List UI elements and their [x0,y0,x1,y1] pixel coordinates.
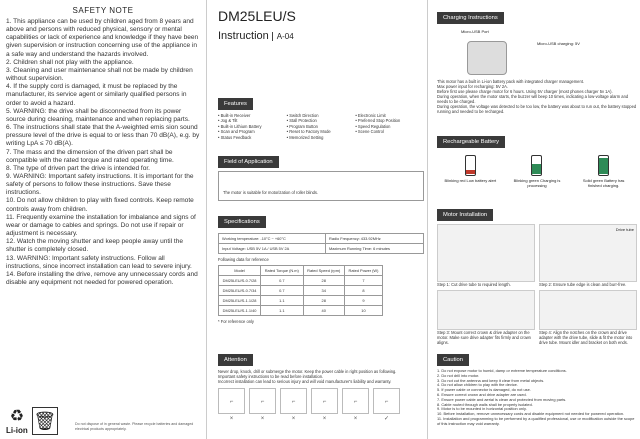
spec-cell: Radio Frequency: 433.92MHz [326,234,424,244]
spec-note: * For reference only [218,319,254,324]
battery-states [437,151,637,188]
motor-end-icon [467,41,507,75]
rule-3: 3. Cleaning and user maintenance shall not be made by children without supervision. [6,66,193,83]
instruction-code: A-04 [272,32,294,41]
feature-item: • Stall Protection [286,118,317,124]
specifications-section [218,210,424,324]
caution-item: 10. Before installation, remove unnecessary cords and disable equipment not needed for powered operation. [437,411,625,417]
application-text: The motor is suitable for motorization of roller blinds. [218,171,424,201]
charging-text-1: This motor has a built in Li-ion battery pack with integrated charger management. [437,79,584,84]
attention-line: Never drop, knock, drill or submerge the motor. Keep the power cable in right position as following. [218,369,397,374]
attention-header: Attention [218,354,253,366]
safety-rules [6,18,200,287]
battery-full-icon [598,155,609,176]
motor-illustration: ⌐ [280,388,307,414]
mark-icon: ✓ [383,416,390,422]
table-row: DM25LEU/S-1.1/28 1.1 28 9 [219,296,383,306]
rule-2: 2. Children shall not play with the appliance. [6,58,134,66]
instruction-label: Instruction [218,30,269,42]
feature-item: • Speed Regulation [355,123,391,129]
battery-state-full: Solid green Battery has finished charging. [576,151,631,188]
recycle-note: Do not dispose of in general waste. Please recycle batteries and damaged electrical products appropriately. [75,422,194,431]
charging-header: Charging Instructions [437,12,504,24]
battery-charging-icon [531,155,542,176]
rule-12: 12. Watch the moving shutter and keep people away until the shutter is completely closed. [6,238,183,254]
application-header: Field of Application [218,156,279,168]
mark-icon: × [260,415,265,422]
charging-text-2: Max power input for recharging: 5V 2A. [437,84,508,89]
motor-illustration: ⌐ [311,388,338,414]
attention-section [218,348,424,422]
rule-1: 1. This appliance can be used by children aged from 8 years and above and persons with reduced physical, sensory or mental capabilities or lack of experience and knowledge if they have been given supervision or instruction concerning use of the appliance in a safe way and understand the hazards involved. [6,18,199,58]
charging-section [437,6,637,114]
battery-section [437,130,637,188]
caution-item: 5. If power cable or connector is damaged, do not use. [437,387,531,393]
mark-icon: × [229,415,234,422]
install-step-1: Step 1: Cut drive tube to required length. [437,224,535,287]
install-image-2 [539,224,637,282]
install-image-3 [437,290,535,330]
col-header: Rated Torque (N.m) [261,266,303,276]
attention-marks [218,415,424,422]
mark-icon: × [353,415,358,422]
attention-illustrations [218,388,424,414]
caution-item: 4. Do not allow children to play with the device. [437,382,518,388]
charging-text-5: During operation, the voltage was detected to be too low, the battery was about to run out, the battery stopped running and needed to be recharged. [437,104,637,114]
spec-cell: Input Voltage: USB 5V 1A / USB 5V 2A [219,244,326,254]
motor-illustration: ⌐ [249,388,276,414]
feature-item: • Reset to Factory Mode [286,129,331,135]
charging-label: Micro-USB charging: 5V [537,41,580,46]
install-step-2: Drive tube Step 2: Ensure tube edge is clean and burr-free. [539,224,637,287]
install-row-1 [437,224,637,287]
col-header: Rated Power (W) [344,266,382,276]
feature-item: • Program Button [286,123,318,129]
caution-item: 1. Do not expose motor to humid, damp or extreme temperature conditions. [437,368,567,373]
install-image-4 [539,290,637,330]
feature-item: • Electronic Limit [355,113,386,118]
recycle-symbols [6,406,58,435]
table-caption: Following data for reference [218,257,269,262]
battery-state-charging: Blinking green Charging is processing [509,151,564,188]
feature-item: • Preferred Stop Position [355,118,401,124]
rule-5: 5. WARNING: the drive shall be disconnected from its power source during cleaning, maintenance and when replacing parts. [6,107,190,123]
li-ion-label: Li-ion [6,426,28,435]
caution-item: 11. Installation and programming to be performed by a qualified professional, use or modification outside the scope of this instruction may void warranty. [437,415,635,426]
rule-9: 9. WARNING: Important safety instructions. It is important for the safety of persons to follow these instructions. Save these instructions. [6,172,194,197]
table-row: DM25LEU/S-0.7/34 0.7 34 8 [219,286,383,296]
caution-item: 2. Do not drill into motor. [437,372,480,378]
rule-14: 14. Before installing the drive, remove any unnecessary cords and disable any equipment not needed for powered operation. [6,270,198,286]
rule-13: 13. WARNING: Important safety instructions. Follow all instructions, since incorrect installation can lead to severe injury. [6,254,192,270]
col-header: Model [219,266,261,276]
model-title: DM25LEU/S [218,8,296,24]
caution-item: 8. Cable routed through walls shall be properly isolated. [437,401,533,407]
feature-item: • Status Feedback [218,134,252,140]
battery-state-red: Blinking red Low battery alert [443,151,498,188]
attention-line: Important safety instructions to be read before installation. [218,374,324,379]
feature-item: • Built-in Lithium Battery [218,123,262,129]
charging-text-4: During operation, when the motor starts, the buzzer will beep 10 times, indicating a low-voltage alarm and needs to be charged. [437,94,629,104]
charging-text-3: Before first use please charge motor for 6 hours. Using 5V charger (most phones charger 5v 1A). [437,89,613,94]
col-header: Rated Speed (rpm) [303,266,344,276]
charging-diagram [437,27,637,79]
port-label: Micro-USB Port [461,29,489,34]
caution-item: 6. Ensure correct crown and drive adapter are used. [437,391,527,397]
features-section [218,92,424,140]
install-row-2 [437,290,637,345]
spec-cell: Maximum Running Time: 6 minutes [326,244,424,254]
install-step-3: Step 3: Mount correct crown & drive adapter on the motor. Make sure drive adapter fits firmly and crown aligns. [437,290,535,345]
caution-item: 9. Motor is to be mounted in horizontal position only. [437,406,527,412]
feature-item: • Scan and Program [218,129,255,135]
drive-tube-label: Drive tube [615,227,634,232]
battery-red-icon [465,155,476,176]
safety-panel [0,0,207,439]
motor-illustration: ⌐ [373,388,400,414]
crossed-bin-icon: 🗑 [32,407,58,435]
right-panel [434,0,640,439]
feature-item: • Memorized Setting [286,134,324,140]
rule-11: 11. Frequently examine the installation for imbalance and signs of wear or damage to cables and springs. Do not use if repair or adjustment is necessary. [6,213,196,238]
rule-8: 8. The type of driven part the drive is intended for. [6,164,150,172]
motor-illustration: ⌐ [342,388,369,414]
motor-illustration: ⌐ [218,388,245,414]
feature-item: • Jog & Tilt [218,118,238,124]
install-header: Motor Installation [437,209,493,221]
mark-icon: × [291,415,296,422]
recycle-icon: ♻ [9,408,25,425]
features-list [218,113,424,140]
feature-item: • Built-in Receiver [218,113,251,118]
caution-item: 7. Ensure power cable and aerial is clean and protected from moving parts. [437,396,567,402]
application-section [218,150,424,201]
instruction-title [218,30,423,42]
caution-header: Caution [437,354,469,366]
mark-icon: × [322,415,327,422]
battery-header: Rechargeable Battery [437,136,505,148]
feature-item: • Scene Control [355,129,384,135]
rule-6: 6. The instructions shall state that the A-weighted emis sion sound pressure level of the drive is equal to or less than 70 dB(A), e.g. by writing LpA ≤ 70 dB(A). [6,124,200,148]
rule-4: 4. If the supply cord is damaged, it must be replaced by the manufacturer, its service agent or similarly qualified persons in order to avoid a hazard. [6,83,187,107]
install-image-1 [437,224,535,282]
features-header: Features [218,98,253,110]
attention-line: Incorrect installation can lead to serious injury and will void manufacturer's liability and warranty. [218,379,392,384]
table-row: DM25LEU/S-1.1/40 1.1 40 10 [219,306,383,316]
middle-panel [214,0,428,439]
feature-item: • Switch Direction [286,113,319,118]
caution-section [437,348,637,427]
specifications-header: Specifications [218,216,266,228]
install-section [437,203,637,345]
safety-title: SAFETY NOTE [72,6,134,15]
caution-item: 3. Do not cut the antenna and keep it clear from metal objects. [437,377,545,383]
spec-summary-table [218,233,424,254]
rule-7: 7. The mass and the dimension of the driven part shall be compatible with the rated torque and rated operating time. [6,148,174,164]
model-table [218,265,383,316]
install-step-4: Step 4: Align the notches on the crown and drive adapter with the drive tube, slide & fit the motor into drive tube. Mount idler and bracket on both ends. [539,290,637,345]
spec-cell: Working temperature: -10°C ~ +60°C [219,234,326,244]
table-row: DM25LEU/S-0.7/28 0.7 28 7 [219,276,383,286]
rule-10: 10. Do not allow children to play with fixed controls. Keep remote controls away from children. [6,197,194,213]
